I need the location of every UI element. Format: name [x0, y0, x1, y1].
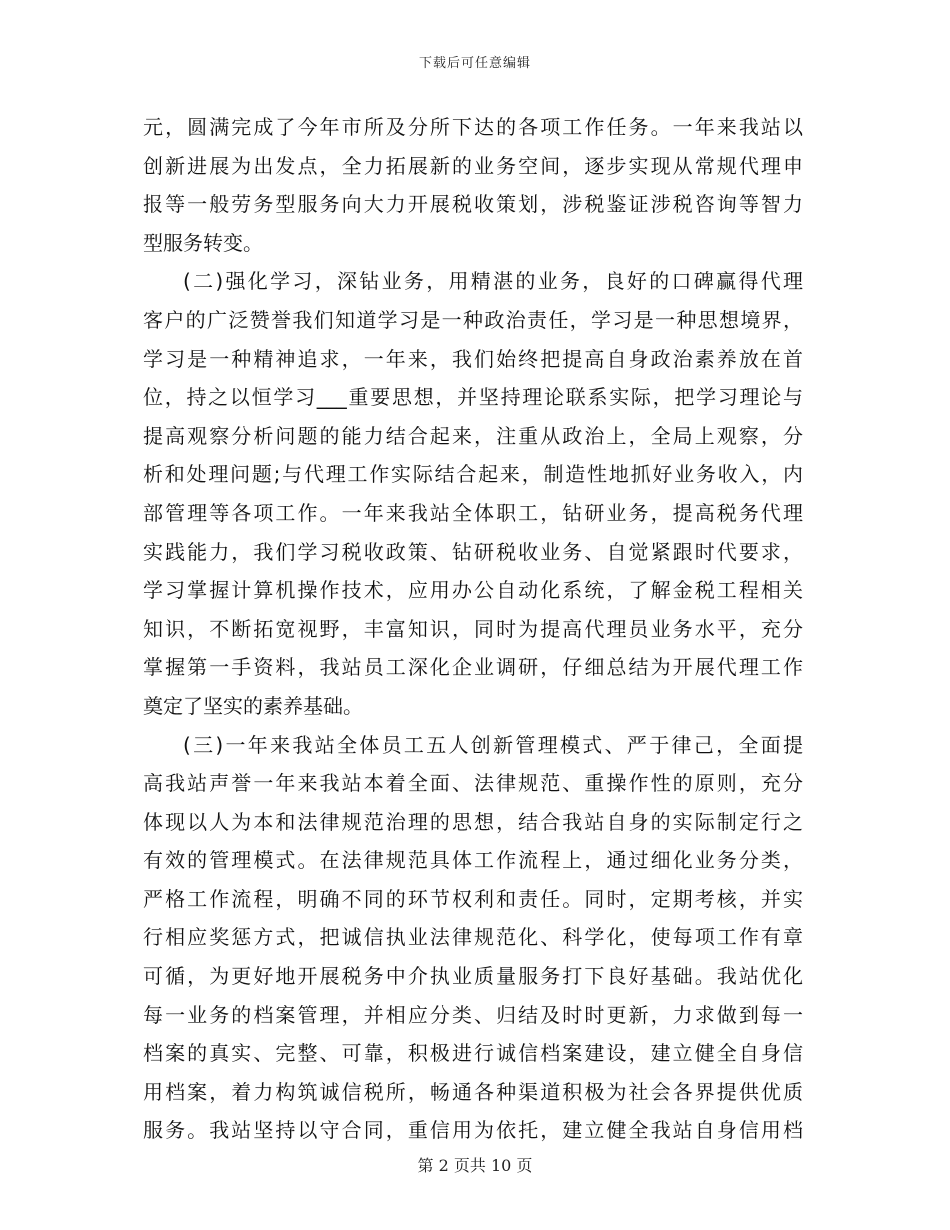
paragraph-3 [143, 726, 803, 1151]
text-line: 每一业务的档案管理，并相应分类、归结及时时更新，力求做到每一 [143, 1002, 803, 1027]
text-line: 掌握第一手资料，我站员工深化企业调研，仔细总结为开展代理工作 [143, 655, 803, 680]
text-line: 部管理等各项工作。一年来我站全体职工，钻研业务，提高税务代理 [143, 500, 803, 525]
text-line: 位，持之以恒学习___重要思想，并坚持理论联系实际，把学习理论与 [143, 385, 803, 410]
text-line: 严格工作流程，明确不同的环节权利和责任。同时，定期考核，并实 [143, 886, 803, 911]
text-line: 报等一般劳务型服务向大力开展税收策划，涉税鉴证涉税咨询等智力 [143, 192, 803, 217]
text-line: 学习掌握计算机操作技术，应用办公自动化系统，了解金税工程相关 [143, 578, 803, 603]
text-line: 档案的真实、完整、可靠，积极进行诚信档案建设，建立健全自身信 [143, 1041, 803, 1066]
text-line: 元，圆满完成了今年市所及分所下达的各项工作任务。一年来我站以 [143, 115, 803, 139]
paragraph-1 [143, 108, 803, 262]
page-header: 下载后可任意编辑 [418, 56, 531, 71]
text-line: 型服务转变。 [143, 230, 263, 255]
text-line: 行相应奖惩方式，把诚信执业法律规范化、科学化，使每项工作有章 [143, 925, 803, 950]
text-line: 用档案，着力构筑诚信税所，畅通各种渠道积极为社会各界提供优质 [143, 1079, 803, 1104]
paragraph-2 [143, 262, 803, 725]
text-line: 可循，为更好地开展税务中介执业质量服务打下良好基础。我站优化 [143, 964, 803, 989]
text-line: 学习是一种精神追求，一年来，我们始终把提高自身政治素养放在首 [143, 346, 803, 371]
page-footer: 第 2 页共 10 页 [417, 1156, 533, 1175]
text-line: 提高观察分析问题的能力结合起来，注重从政治上，全局上观察，分 [143, 423, 803, 448]
text-line: 创新进展为出发点，全力拓展新的业务空间，逐步实现从常规代理申 [143, 153, 803, 178]
text-line: 析和处理问题;与代理工作实际结合起来，制造性地抓好业务收入，内 [143, 462, 803, 487]
text-line: 奠定了坚实的素养基础。 [143, 693, 363, 718]
text-line: 知识，不断拓宽视野，丰富知识，同时为提高代理员业务水平，充分 [143, 616, 803, 641]
text-line: 实践能力，我们学习税收政策、钻研税收业务、自觉紧跟时代要求， [143, 539, 803, 564]
text-line: (三)一年来我站全体员工五人创新管理模式、严于律己，全面提 [183, 732, 803, 757]
text-line: 高我站声誉一年来我站本着全面、法律规范、重操作性的原则，充分 [143, 771, 803, 796]
text-line: (二)强化学习，深钻业务，用精湛的业务，良好的口碑赢得代理 [183, 269, 803, 294]
text-line: 客户的广泛赞誉我们知道学习是一种政治责任，学习是一种思想境界， [143, 307, 803, 332]
text-line: 体现以人为本和法律规范治理的思想，结合我站自身的实际制定行之 [143, 809, 803, 834]
text-line: 服务。我站坚持以守合同，重信用为依托，建立健全我站自身信用档 [143, 1118, 803, 1143]
document-body [143, 108, 803, 1150]
text-line: 有效的管理模式。在法律规范具体工作流程上，通过细化业务分类， [143, 848, 803, 873]
